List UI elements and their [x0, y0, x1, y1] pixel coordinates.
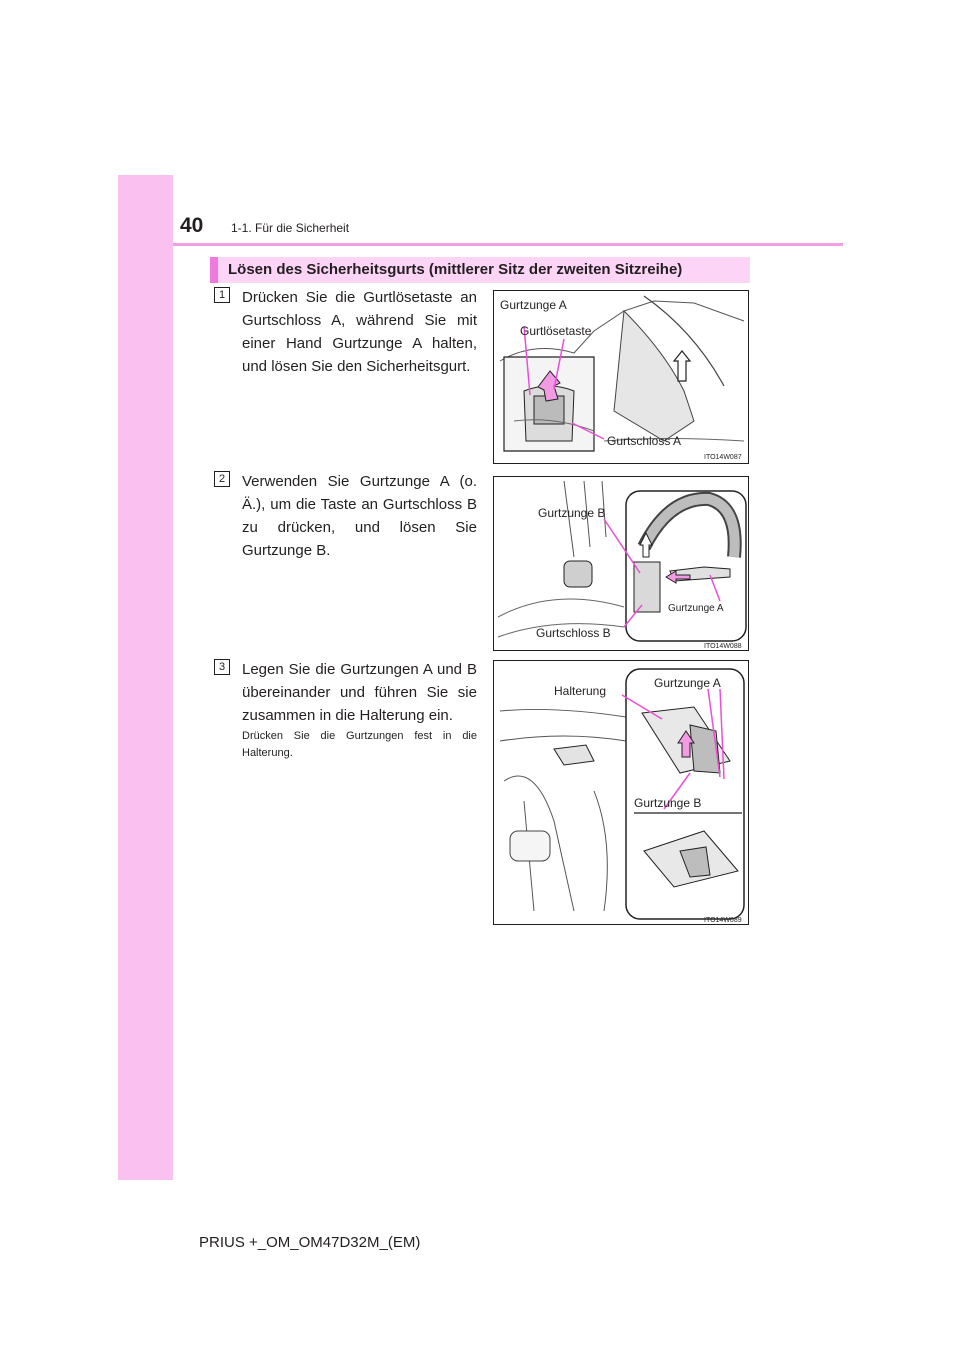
step-note-3: Drücken Sie die Gurtzungen fest in die Halterung. [242, 730, 477, 759]
step-number-3: 3 [214, 659, 230, 675]
step-text-2: Verwenden Sie Gurtzunge A (o. Ä.), um die Taste an Gurtschloss B zu drücken, und lösen Sie Gurtzunge B. [242, 473, 477, 559]
figure-code: ITO14W088 [704, 643, 742, 650]
label-gurtloesetaste: Gurtlösetaste [520, 324, 592, 338]
label-gurtzunge-a: Gurtzunge A [500, 298, 567, 312]
page-number: 40 [180, 214, 204, 237]
label-gurtzunge-a-2: Gurtzunge A [668, 603, 724, 614]
illustration-buckle-a [494, 291, 750, 465]
section-title: 1-1. Für die Sicherheit [231, 221, 350, 235]
label-gurtzunge-a-3: Gurtzunge A [654, 676, 721, 690]
figure-buckle-b [493, 476, 749, 651]
figure-code: ITO14W089 [704, 917, 742, 924]
illustration-holder [494, 661, 750, 926]
step-text-1: Drücken Sie die Gurtlösetaste an Gurtschloss A, während Sie mit einer Hand Gurtzunge A halten, und lösen Sie den Sicherheitsgurt. [242, 289, 477, 375]
illustration-buckle-b [494, 477, 750, 652]
sidebar-tab [118, 175, 173, 1180]
footer-document-code: PRIUS +_OM_OM47D32M_(EM) [199, 1234, 421, 1251]
figure-holder [493, 660, 749, 925]
step-number-2: 2 [214, 471, 230, 487]
figure-release-button [493, 290, 749, 464]
label-halterung: Halterung [554, 684, 607, 698]
label-gurtzunge-b: Gurtzunge B [538, 506, 606, 520]
section-heading: Lösen des Sicherheitsgurts (mittlerer Sitz der zweiten Sitzreihe) [210, 257, 750, 283]
header-rule [173, 243, 843, 246]
step-number-1: 1 [214, 287, 230, 303]
step-text-3: Legen Sie die Gurtzungen A und B übereinander und führen Sie sie zusammen in die Halterung ein. [242, 661, 477, 724]
label-gurtschloss-b: Gurtschloss B [536, 626, 611, 640]
label-gurtzunge-b-3: Gurtzunge B [634, 796, 702, 810]
figure-code: ITO14W087 [704, 454, 742, 461]
label-gurtschloss-a: Gurtschloss A [607, 434, 682, 448]
